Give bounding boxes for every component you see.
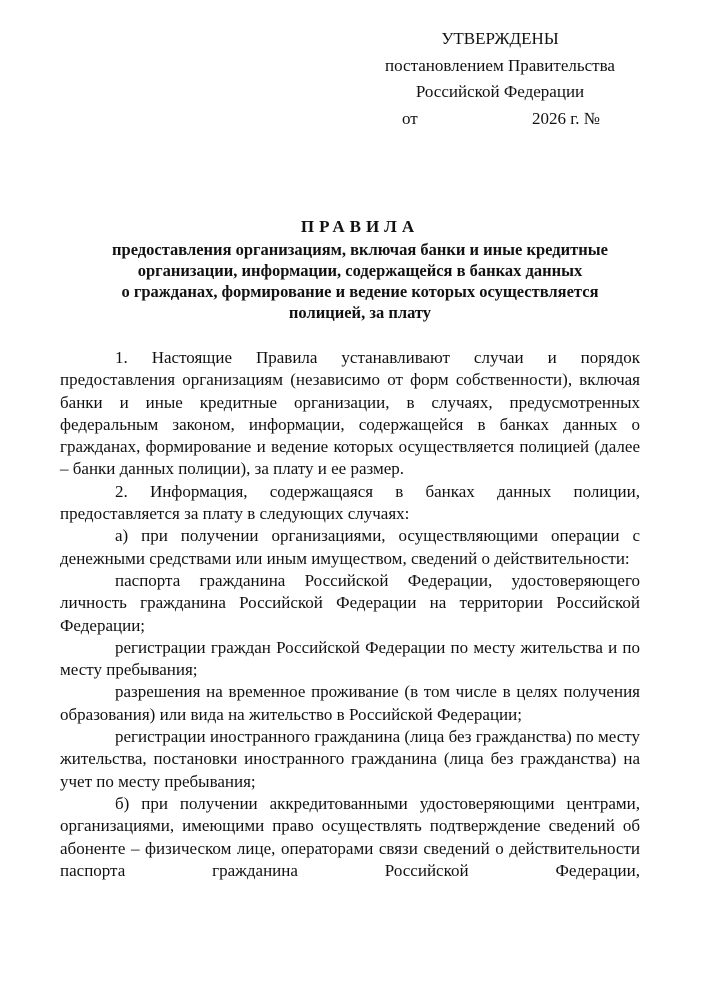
paragraph-foreign-registration: регистрации иностранного гражданина (лица без гражданства) по месту жительства, постановки иностранного гражданина (лица без гражданства) на учет по месту пребывания; [60,727,640,791]
subtitle-line: полицией, за плату [288,303,432,322]
approval-line-1: постановлением Правительства [385,55,615,75]
approval-stamp [380,26,620,132]
approval-line-2: Российской Федерации [415,82,585,101]
document-body [60,347,640,882]
approval-date-row [380,106,620,133]
paragraph-passport: паспорта гражданина Российской Федерации, удостоверяющего личность гражданина Российской Федерации на территории Российской Федерации; [60,570,640,635]
approval-date-from: от [402,108,418,128]
subtitle-line: предоставления организациям, включая банки и иные кредитные [112,240,608,259]
document-heading: ПРАВИЛА [300,217,420,236]
paragraph-2b: б) при получении аккредитованными удостоверяющими центрами, организациями, имеющими право осуществлять подтверждение сведений об абоненте – физическом лице, операторами связи сведений о действительности паспорта гражданина Российской Федерации, [60,793,640,880]
approval-date-year: 2026 г. № [531,108,600,128]
approval-title: УТВЕРЖДЕНЫ [441,29,559,48]
paragraph-1: 1. Настоящие Правила устанавливают случаи и порядок предоставления организациям (независимо от форм собственности), включая банки и иные кредитные организации, в случаях, предусмотренных федеральным законом, информации, содержащейся в банках данных о гражданах, формирование и ведение которых осуществляется полицией (далее – банки данных полиции), за плату и ее размер. [60,348,640,479]
paragraph-residence-permit: разрешения на временное проживание (в том числе в целях получения образования) или вида на жительство в Российской Федерации; [60,682,640,724]
paragraph-2: 2. Информация, содержащаяся в банках данных полиции, предоставляется за плату в следующих случаях: [60,481,640,524]
subtitle-line: организации, информации, содержащейся в банках данных [137,261,583,280]
subtitle-line: о гражданах, формирование и ведение которых осуществляется [121,282,599,301]
paragraph-registration: регистрации граждан Российской Федерации по месту жительства и по месту пребывания; [60,637,640,680]
paragraph-2a: а) при получении организациями, осуществляющими операции с денежными средствами или иным имуществом, сведений о действительности: [60,526,640,568]
document-title-block [60,216,660,323]
